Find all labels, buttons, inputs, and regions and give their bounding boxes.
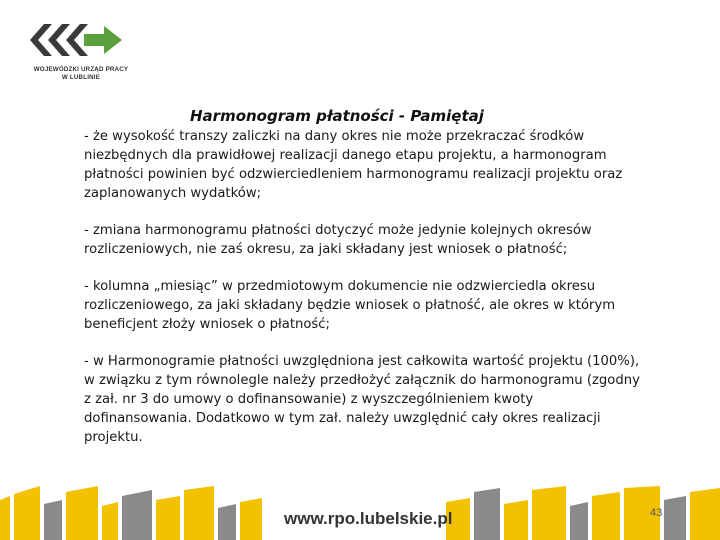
logo-text-line1: WOJEWÓDZKI URZĄD PRACY bbox=[33, 66, 129, 73]
page-number: 43 bbox=[650, 507, 663, 519]
paragraph-2: - zmiana harmonogramu płatności dotyczyć może jedynie kolejnych okresów rozliczeniowych, nie zaś okresu, za jaki składany jest wniosek o płatność; bbox=[84, 223, 592, 257]
logo-text-line2: W LUBLINIE bbox=[61, 74, 101, 81]
paragraph-3: - kolumna „miesiąc” w przedmiotowym dokumencie nie odzwierciedla okresu rozliczeniowego, za jaki składany będzie wniosek o płatność, ale okres w którym beneficjent złoży wniosek o płatność; bbox=[84, 279, 616, 332]
wup-lublin-logo-icon bbox=[22, 10, 142, 66]
slide-content bbox=[84, 127, 644, 465]
paragraph-4: - w Harmonogramie płatności uwzględniona jest całkowita wartość projektu (100%), w związku z tym równolegle należy przedłożyć załącznik do harmonogramu (zgodny z zał. nr 3 do umowy o dofinansowanie) z wyszczególnieniem kwoty dofinansowania. Dodatkowo w tym zał. należy uwzględnić cały okres realizacji projektu. bbox=[84, 354, 640, 445]
slide-title: Harmonogram płatności - Pamiętaj bbox=[190, 107, 484, 125]
footer-url: www.rpo.lubelskie.pl bbox=[284, 509, 453, 528]
logo-caption bbox=[22, 66, 140, 82]
logo bbox=[22, 10, 142, 92]
paragraph-1: - że wysokość transzy zaliczki na dany okres nie może przekraczać środków niezbędnych dla prawidłowej realizacji danego etapu projektu, a harmonogram płatności powinien być odzwierciedleniem harmonogramu realizacji projektu oraz zaplanowanych wydatków; bbox=[84, 129, 623, 201]
